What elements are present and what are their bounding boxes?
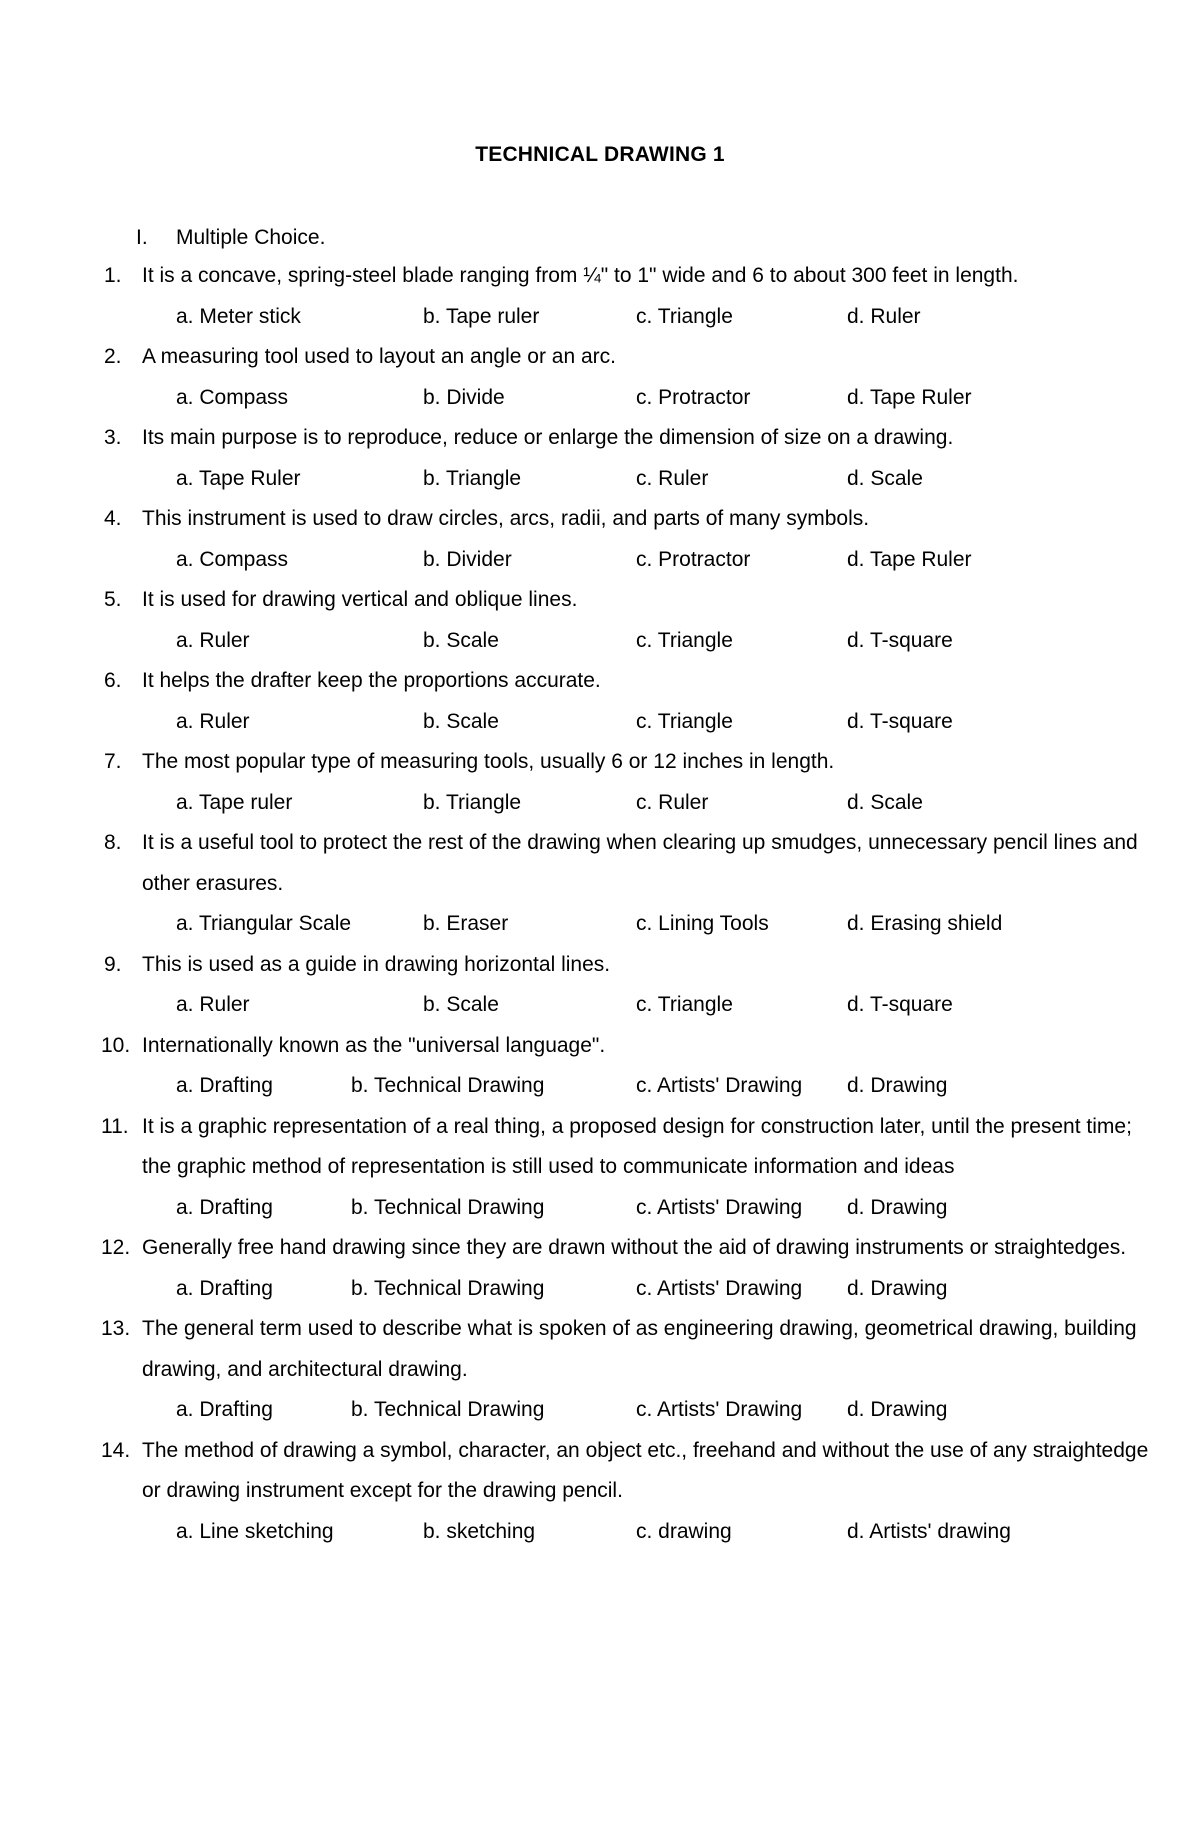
answer-choice: d. T-square [847,709,953,733]
question-number: 13. [101,1317,131,1340]
question-text: Generally free hand drawing since they are drawn without the aid of drawing instruments or straightedges. [142,1236,1127,1259]
answer-choice: d. Drawing [847,1398,948,1421]
answer-choice: b. Eraser [423,912,509,935]
answer-choice: d. Scale [847,790,923,814]
answer-choice: c. Lining Tools [636,912,769,935]
question-stem [0,337,1200,378]
question-text: The most popular type of measuring tools, usually 6 or 12 inches in length. [142,750,835,773]
question-stem [0,661,1200,702]
question-item [0,256,1200,337]
question-item [0,499,1200,580]
question-stem [0,1309,1200,1390]
answer-choice: b. Scale [423,993,499,1016]
answer-choice: d. Drawing [847,1074,948,1097]
answer-choice: a. Line sketching [176,1519,334,1543]
answer-choice: a. Ruler [176,709,250,733]
question-stem [0,418,1200,459]
question-stem [0,742,1200,783]
answer-choice: d. Drawing [847,1195,948,1219]
question-number: 9. [104,952,122,976]
answer-choice: b. Divider [423,547,512,571]
answer-choice: a. Compass [176,385,289,409]
answer-choice: b. Triangle [423,466,522,490]
page-title: TECHNICAL DRAWING 1 [475,143,725,166]
question-stem [0,1228,1200,1269]
answer-choice: a. Drafting [176,1398,273,1421]
answer-choice: c. Triangle [636,628,733,652]
answer-choice: b. Scale [423,709,499,733]
answer-choice: a. Drafting [176,1195,273,1219]
question-item [0,337,1200,418]
answer-choice: c. Triangle [636,304,733,328]
question-text: It is a graphic representation of a real thing, a proposed design for construction later, until the present time; the graphic method of representation is still used to communicate information and ideas [142,1114,1132,1178]
answer-choices [0,1188,1200,1229]
question-number: 14. [101,1438,131,1462]
question-stem [0,945,1200,986]
question-stem [0,499,1200,540]
question-text: A measuring tool used to layout an angle or an arc. [142,345,616,368]
answer-choices [0,459,1200,500]
question-stem [0,1107,1200,1188]
answer-choice: b. Technical Drawing [351,1195,545,1219]
answer-choice: a. Triangular Scale [176,912,352,935]
answer-choice: d. Tape Ruler [847,385,972,409]
answer-choice: d. Scale [847,466,923,490]
question-item [0,742,1200,823]
question-number: 10. [101,1033,131,1057]
question-item [0,1107,1200,1229]
section-number: I. [136,226,148,249]
answer-choice: d. Ruler [847,304,921,328]
answer-choice: a. Drafting [176,1074,273,1097]
answer-choice: c. Artists' Drawing [636,1195,803,1219]
answer-choice: d. T-square [847,993,953,1016]
question-stem [0,1026,1200,1067]
question-text: This instrument is used to draw circles, arcs, radii, and parts of many symbols. [142,507,870,530]
answer-choices [0,1390,1200,1431]
answer-choice: a. Ruler [176,993,250,1016]
question-number: 3. [104,426,122,449]
answer-choice: b. sketching [423,1519,536,1543]
question-stem [0,256,1200,297]
question-text: The method of drawing a symbol, character, an object etc., freehand and without the use of any straightedge or drawing instrument except for the drawing pencil. [142,1438,1149,1502]
question-number: 4. [104,507,122,530]
answer-choice: c. Ruler [636,466,709,490]
question-number: 7. [104,750,122,773]
section-label: Multiple Choice. [176,226,326,249]
question-number: 8. [104,831,122,854]
answer-choices [0,1066,1200,1107]
question-number: 12. [101,1236,131,1259]
answer-choices [0,783,1200,824]
question-item [0,1309,1200,1431]
question-number: 1. [104,264,122,287]
question-text: The general term used to describe what is spoken of as engineering drawing, geometrical drawing, building drawing, and architectural drawing. [142,1317,1137,1381]
answer-choice: a. Drafting [176,1276,273,1300]
answer-choice: b. Triangle [423,790,522,814]
answer-choice: d. Drawing [847,1276,948,1300]
answer-choices [0,985,1200,1026]
answer-choices [0,621,1200,662]
question-item [0,945,1200,1026]
question-stem [0,823,1200,904]
answer-choices [0,702,1200,743]
answer-choice: b. Divide [423,385,505,409]
answer-choices [0,540,1200,581]
answer-choice: a. Compass [176,547,289,571]
answer-choices [0,1512,1200,1553]
question-item [0,418,1200,499]
answer-choice: c. Triangle [636,993,733,1016]
answer-choice: d. Erasing shield [847,912,1003,935]
answer-choices [0,297,1200,338]
answer-choice: b. Tape ruler [423,304,540,328]
answer-choice: b. Technical Drawing [351,1074,545,1097]
question-text: Its main purpose is to reproduce, reduce or enlarge the dimension of size on a drawing. [142,426,954,449]
answer-choice: c. drawing [636,1519,732,1543]
answer-choices [0,378,1200,419]
answer-choices [0,904,1200,945]
question-item [0,823,1200,945]
question-number: 6. [104,669,122,692]
question-number: 2. [104,345,122,368]
question-text: It is a useful tool to protect the rest of the drawing when clearing up smudges, unnecessary pencil lines and other erasures. [142,831,1138,895]
question-text: This is used as a guide in drawing horizontal lines. [142,952,611,976]
question-number: 5. [104,588,122,611]
answer-choice: c. Protractor [636,385,751,409]
question-item [0,661,1200,742]
question-item [0,1228,1200,1309]
answer-choice: c. Triangle [636,709,733,733]
question-number: 11. [101,1114,129,1138]
answer-choice: d. Artists' drawing [847,1519,1011,1543]
question-list [0,256,1200,1552]
answer-choice: a. Meter stick [176,304,301,328]
question-item [0,1026,1200,1107]
answer-choice: a. Tape Ruler [176,466,301,490]
question-text: It is a concave, spring-steel blade ranging from ¼" to 1" wide and 6 to about 300 feet in length. [142,264,1019,287]
question-item [0,1431,1200,1553]
answer-choice: b. Technical Drawing [351,1276,545,1300]
answer-choice: c. Protractor [636,547,751,571]
answer-choices [0,1269,1200,1310]
question-stem [0,1431,1200,1512]
answer-choice: b. Scale [423,628,499,652]
answer-choice: c. Ruler [636,790,709,814]
question-item [0,580,1200,661]
answer-choice: a. Tape ruler [176,790,293,814]
answer-choice: a. Ruler [176,628,250,652]
answer-choice: c. Artists' Drawing [636,1398,803,1421]
answer-choice: c. Artists' Drawing [636,1276,803,1300]
question-text: It is used for drawing vertical and oblique lines. [142,588,578,611]
answer-choice: d. T-square [847,628,953,652]
answer-choice: d. Tape Ruler [847,547,972,571]
question-text: It helps the drafter keep the proportions accurate. [142,669,601,692]
question-text: Internationally known as the "universal language". [142,1033,606,1057]
question-stem [0,580,1200,621]
answer-choice: b. Technical Drawing [351,1398,545,1421]
answer-choice: c. Artists' Drawing [636,1074,803,1097]
